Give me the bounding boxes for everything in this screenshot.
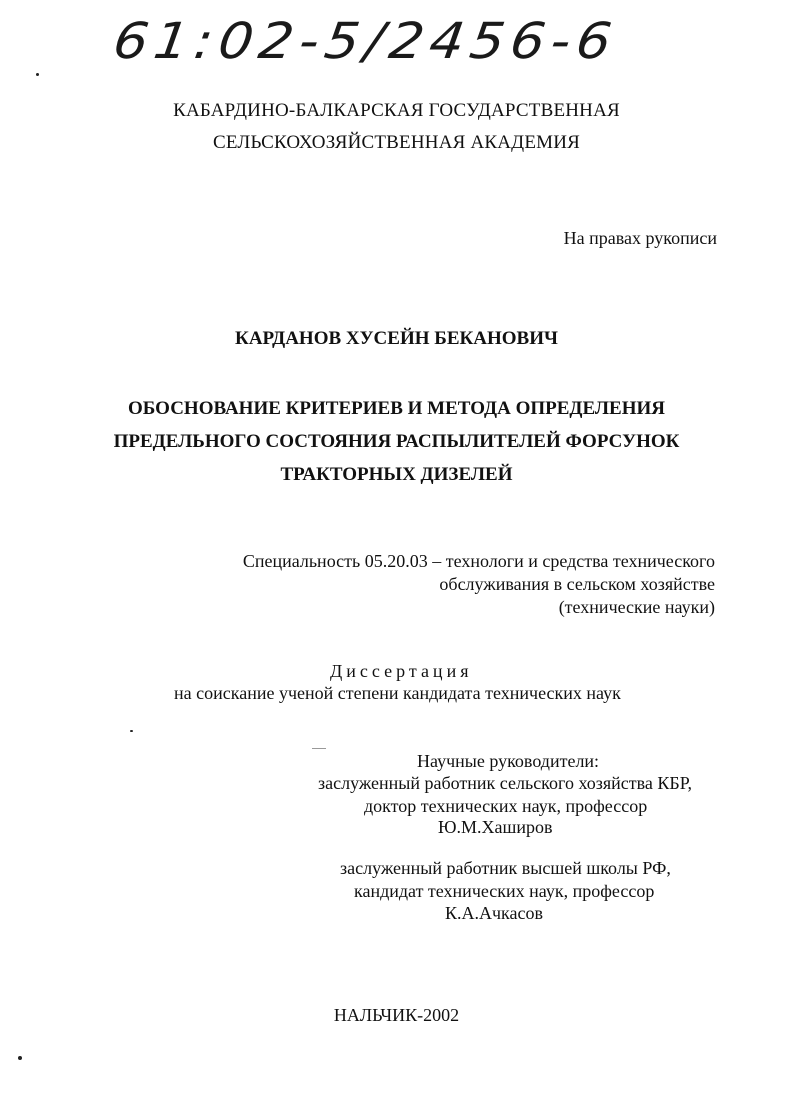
institution-line-2: СЕЛЬСКОХОЗЯЙСТВЕННАЯ АКАДЕМИЯ: [212, 132, 581, 153]
supervisor-2-line-1: заслуженный работник высшей школы РФ,: [340, 858, 671, 878]
supervisor-2-line-2: кандидат технических наук, профессор: [354, 881, 655, 901]
supervisor-2-name: К.А.Ачкасов: [445, 903, 544, 923]
scan-speck: [36, 73, 39, 76]
author-name: КАРДАНОВ ХУСЕЙН БЕКАНОВИЧ: [235, 328, 558, 349]
scan-speck: [312, 748, 326, 749]
supervisors-heading: Научные руководители:: [417, 751, 600, 771]
institution-line-1: КАБАРДИНО-БАЛКАРСКАЯ ГОСУДАРСТВЕННАЯ: [173, 100, 620, 121]
scan-speck: [18, 1056, 22, 1060]
specialty-line-3: (технические науки): [558, 597, 715, 617]
supervisor-1-name: Ю.М.Хаширов: [438, 817, 553, 837]
specialty-line-2: обслуживания в сельском хозяйстве: [439, 574, 715, 594]
title-line-1: ОБОСНОВАНИЕ КРИТЕРИЕВ И МЕТОДА ОПРЕДЕЛЕНИЯ: [127, 398, 666, 419]
specialty-line-1: Специальность 05.20.03 – технологи и средства технического: [242, 551, 715, 571]
handwritten-archive-code: 61:02-5/2456-6: [109, 12, 621, 70]
city-year: НАЛЬЧИК-2002: [333, 1005, 460, 1025]
scan-speck: [130, 730, 133, 732]
supervisor-1-line-2: доктор технических наук, профессор: [364, 796, 648, 816]
supervisor-1-line-1: заслуженный работник сельского хозяйства КБР,: [318, 773, 692, 793]
title-line-2: ПРЕДЕЛЬНОГО СОСТОЯНИЯ РАСПЫЛИТЕЛЕЙ ФОРСУНОК: [113, 431, 680, 452]
dissertation-heading: Диссертация: [330, 661, 473, 681]
rights-note: На правах рукописи: [563, 228, 717, 248]
title-line-3: ТРАКТОРНЫХ ДИЗЕЛЕЙ: [280, 464, 513, 485]
dissertation-subtitle: на соискание ученой степени кандидата технических наук: [174, 683, 621, 703]
